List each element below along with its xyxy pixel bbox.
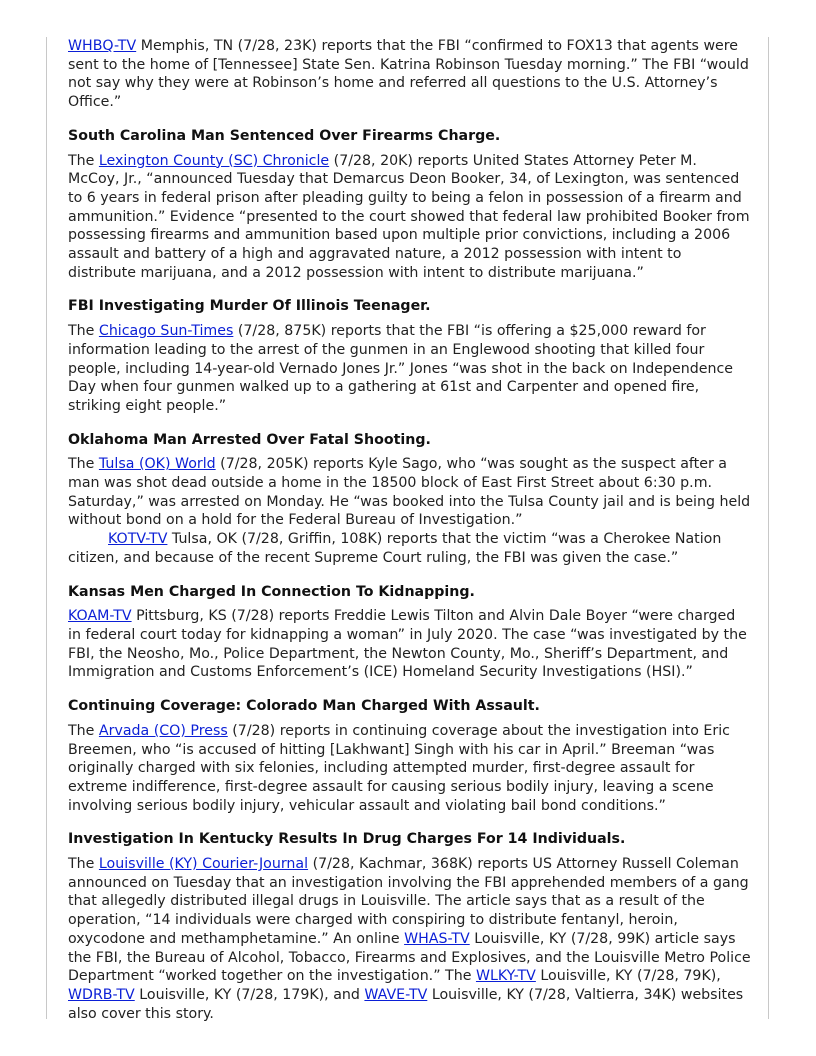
source-link[interactable]: Tulsa (OK) World bbox=[98, 456, 216, 473]
article-body: The Chicago Sun-Times (7/28, 875K) reports that the FBI “is offering a $25,000 reward for information leading to the arrest of the gunmen in an Englewood shooting that killed four people, including 14-year-old Vernado Jones Jr.” Jones “was shot in the back on Independence Day when four gunmen walked up to a gathering at 61st and Carpenter and opened fire, striking eight people.” bbox=[68, 323, 733, 414]
article-body: The Lexington County (SC) Chronicle (7/28, 20K) reports United States Attorney Peter M. McCoy, Jr., “announced Tuesday that Demarcus Deon Booker, 34, of Lexington, was sentenced to 6 years in federal prison after pleading guilty to being a felon in possession of a firearm and ammunition.” Evidence “presented to the court showed that federal law prohibited Booker from possessing firearms and ammunition based upon multiple prior convictions, including a 2006 assault and battery of a high and aggravated nature, a 2012 possession with intent to distribute marijuana, and a 2012 possession with intent to distribute marijuana.” bbox=[68, 152, 750, 281]
intro-paragraph: WHBQ-TV Memphis, TN (7/28, 23K) reports that the FBI “confirmed to FOX13 that agents were sent to the home of [Tennessee] State Sen. Katrina Robinson Tuesday morning.” The FBI “would not say why they were at Robinson’s home and referred all questions to the U.S. Attorney’s Office.” bbox=[68, 38, 749, 111]
article-headline: Continuing Coverage: Colorado Man Charged With Assault. bbox=[68, 698, 540, 715]
article-body: The Arvada (CO) Press (7/28) reports in continuing coverage about the investigation into Eric Breemen, who “is accused of hitting [Lakhwant] Singh with his car in April.” Breeman “was originally charged with six felonies, including attempted murder, first-degree assault for extreme indifference, first-degree assault for causing serious bodily injury, leaving a scene involving serious bodily injury, vehicular assault and violating bail bond conditions.” bbox=[68, 722, 730, 814]
article-body: KOAM-TV Pittsburg, KS (7/28) reports Freddie Lewis Tilton and Alvin Dale Boyer “were charged in federal court today for kidnapping a woman” in July 2020. The case “was investigated by the FBI, the Neosho, Mo., Police Department, the Newton County, Mo., Sheriff’s Department, and Immigration and Customs Enforcement’s (ICE) Homeland Security Investigations (HSI).” bbox=[68, 608, 747, 681]
article-headline: Kansas Men Charged In Connection To Kidnapping. bbox=[68, 583, 475, 600]
news-content bbox=[68, 37, 751, 1023]
source-link[interactable]: WLKY-TV bbox=[475, 968, 536, 985]
article-body: The Tulsa (OK) World (7/28, 205K) reports Kyle Sago, who “was sought as the suspect after a man was shot dead outside a home in the 18500 block of East First Street about 6:30 p.m. Saturday,” was arrested on Monday. He “was booked into the Tulsa County jail and is being held without bond on a hold for the Federal Bureau of Investigation.” bbox=[68, 456, 751, 529]
source-link[interactable]: Arvada (CO) Press bbox=[98, 722, 228, 739]
article-headline: Investigation In Kentucky Results In Drug Charges For 14 Individuals. bbox=[68, 831, 626, 848]
article-headline: Oklahoma Man Arrested Over Fatal Shooting. bbox=[68, 431, 431, 448]
article-headline: South Carolina Man Sentenced Over Firearms Charge. bbox=[68, 127, 501, 144]
source-link[interactable]: WHBQ-TV bbox=[68, 38, 137, 54]
source-link[interactable]: WHAS-TV bbox=[404, 930, 470, 947]
article-body: The Louisville (KY) Courier-Journal (7/28, Kachmar, 368K) reports US Attorney Russell Coleman announced on Tuesday that an investigation involving the FBI apprehended members of a gang that allegedly distributed illegal drugs in Louisville. The article says that as a result of the operation, “14 individuals were charged with conspiring to distribute fentanyl, heroin, oxycodone and methamphetamine.” An online WHAS-TV Louisville, KY (7/28, 99K) article says the FBI, the Bureau of Alcohol, Tobacco, Firearms and Explosives, and the Louisville Metro Police Department “worked together on the investigation.” The WLKY-TV Louisville, KY (7/28, 79K), WDRB-TV Louisville, KY (7/28, 179K), and WAVE-TV Louisville, KY (7/28, Valtierra, 34K) websites also cover this story. bbox=[68, 856, 751, 1022]
source-link[interactable]: Chicago Sun-Times bbox=[98, 323, 234, 340]
source-link[interactable]: KOAM-TV bbox=[68, 608, 132, 625]
article-headline: FBI Investigating Murder Of Illinois Teenager. bbox=[68, 298, 431, 315]
source-link[interactable]: Lexington County (SC) Chronicle bbox=[98, 152, 330, 169]
source-link[interactable]: Louisville (KY) Courier-Journal bbox=[98, 856, 309, 873]
source-link[interactable]: WAVE-TV bbox=[364, 986, 428, 1003]
source-link[interactable]: KOTV-TV bbox=[108, 531, 168, 548]
source-link[interactable]: WDRB-TV bbox=[68, 986, 135, 1003]
article-followup: KOTV-TV Tulsa, OK (7/28, Griffin, 108K) reports that the victim “was a Cherokee Nation citizen, and because of the recent Supreme Court ruling, the FBI was given the case.” bbox=[68, 531, 722, 566]
